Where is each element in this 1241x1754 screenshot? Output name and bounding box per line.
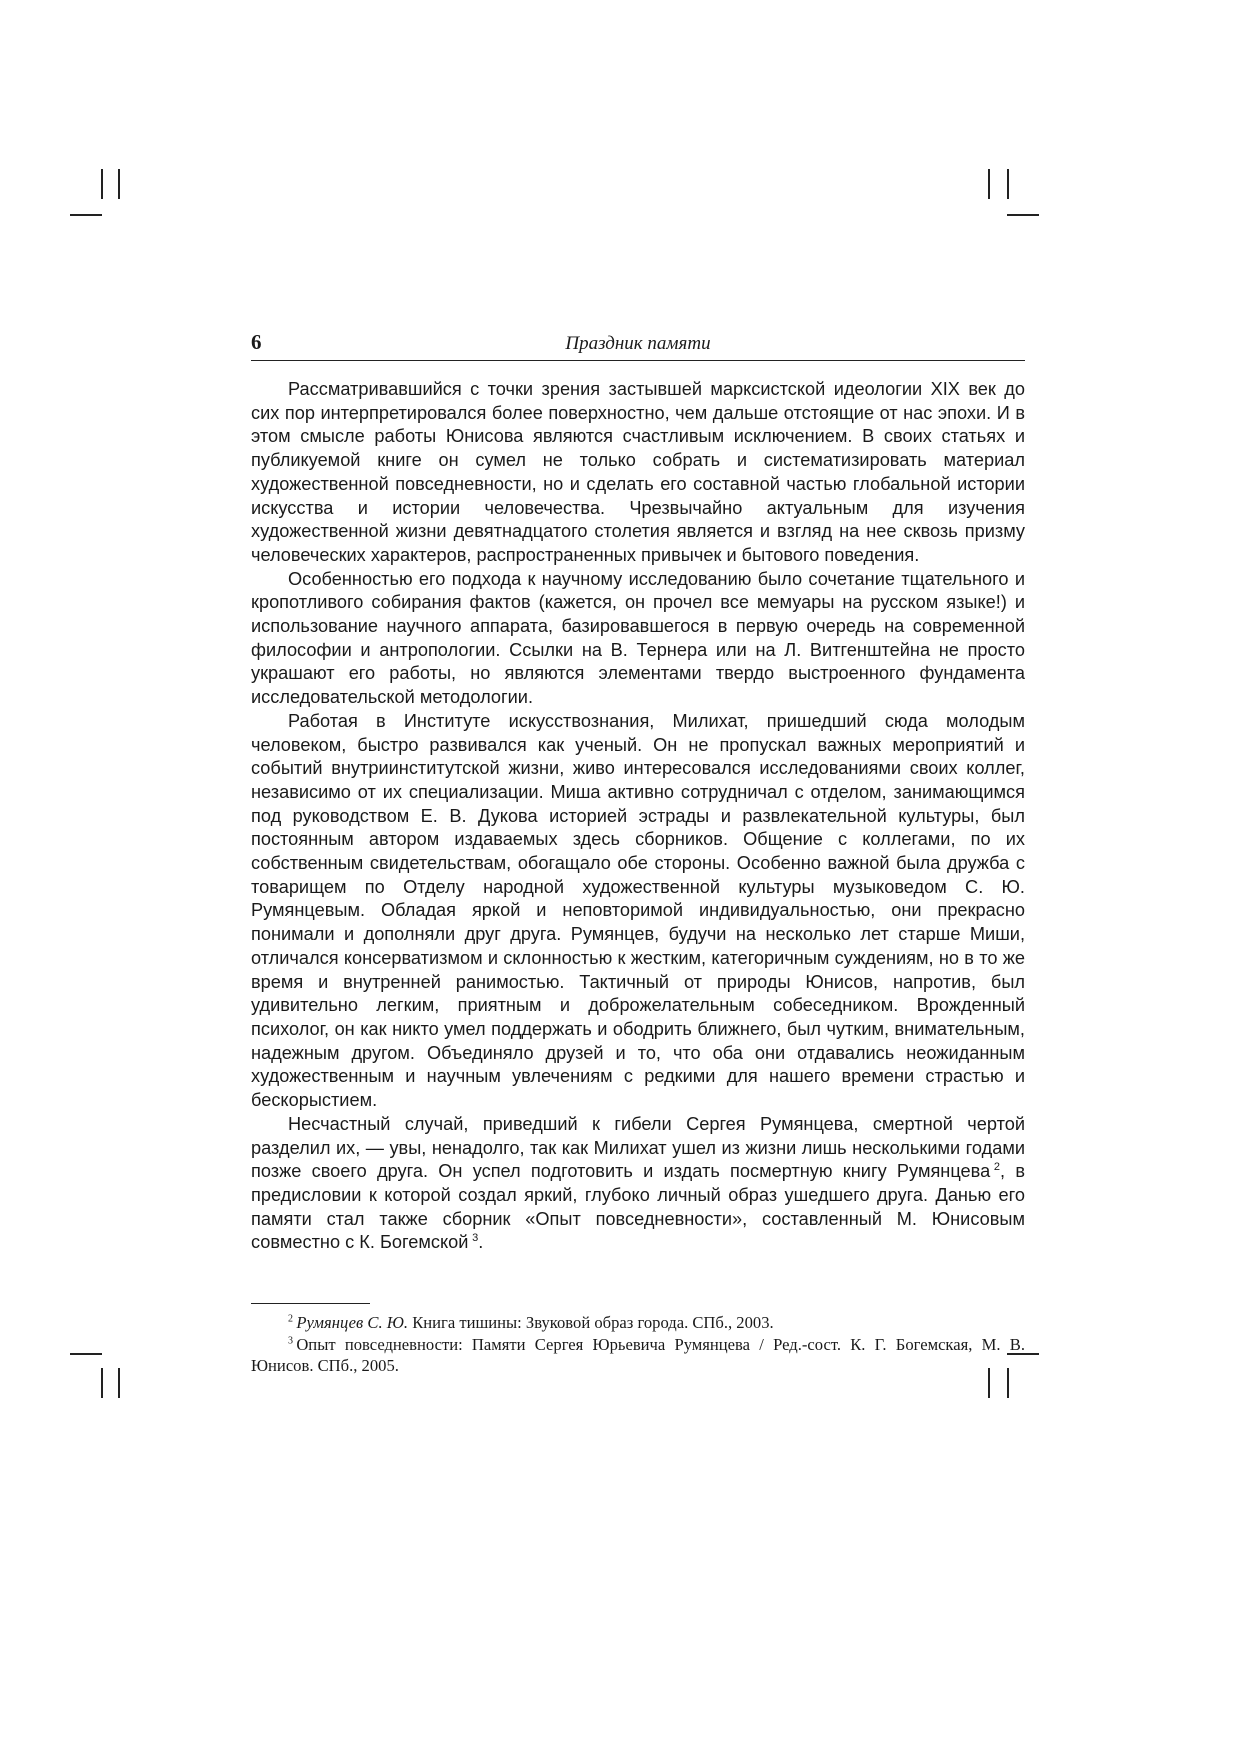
footnote-3 — [251, 1334, 1025, 1377]
running-header — [251, 330, 1025, 361]
footnote-divider — [251, 1303, 370, 1304]
paragraph-2: Особенностью его подхода к научному исследованию было сочетание тщательного и кропотливого собирания фактов (кажется, он прочел все мемуары на русском языке!) и использование научного аппарата, базировавшегося в первую очередь на современной философии и антропологии. Ссылки на В. Тернера или на Л. Витгенштейна не просто украшают его работы, но являются элементами твердо выстроенного фундамента исследовательской методологии. — [251, 568, 1025, 708]
footnote-2-author: Румянцев С. Ю. — [296, 1313, 409, 1332]
footnote-3-mark: 3 — [288, 1334, 293, 1346]
paragraph-4-part-3: . — [478, 1232, 484, 1253]
paragraph-4-part-2: , в предисловии к которой создал яркий, глубоко личный образ ушедшего друга. Данью его памяти стал также сборник «Опыт повседневности», составленный М. Юнисовым совместно с К. Богемской — [251, 1161, 1025, 1253]
footnote-3-text: Опыт повседневности: Памяти Сергея Юрьевича Румянцева / Ред.-сост. К. Г. Богемская, М. В. Юнисов. СПб., 2005. — [251, 1334, 1025, 1375]
footnote-2-mark: 2 — [288, 1313, 293, 1325]
running-title: Праздник памяти — [565, 333, 711, 354]
footnote-ref-3: 3 — [472, 1232, 479, 1245]
paragraph-4-part-1: Несчастный случай, приведший к гибели Сергея Румянцева, смертной чертой разделил их, — увы, ненадолго, так как Милихат ушел из жизни лишь несколькими годами позже своего друга. Он успел подготовить и издать посмертную книгу Румянцева — [251, 1113, 1025, 1182]
footnote-ref-2: 2 — [993, 1161, 1001, 1174]
page-number: 6 — [251, 330, 262, 354]
footnote-2-text: Книга тишины: Звуковой образ города. СПб., 2003. — [412, 1313, 774, 1332]
paragraph-1: Рассматривавшийся с точки зрения застывшей марксистской идеологии XIX век до сих пор интерпретировался более поверхностно, чем дальше отстоящие от нас эпохи. И в этом смысле работы Юнисова являются счастливым исключением. В своих статьях и публикуемой книге он сумел не только собрать и систематизировать материал художественной повседневности, но и сделать его составной частью глобальной истории искусства и истории человечества. Чрезвычайно актуальным для изучения художественной жизни девятнадцатого столетия является и взгляд на нее сквозь призму человеческих характеров, распространенных привычек и бытового поведения. — [251, 379, 1025, 565]
footnotes — [251, 1312, 1025, 1377]
paragraph-3: Работая в Институте искусствознания, Милихат, пришедший сюда молодым человеком, быстро развивался как ученый. Он не пропускал важных мероприятий и событий внутриинститутской жизни, живо интересовался исследованиями своих коллег, независимо от их специализации. Миша активно сотрудничал с отделом, занимающимся под руководством Е. В. Дукова историей эстрады и развлекательной культуры, был постоянным автором издаваемых здесь сборников. Общение с коллегами, по их собственным свидетельствам, обогащало обе стороны. Особенно важной была дружба с товарищем по Отделу народной художественной культуры музыковедом С. Ю. Румянцевым. Обладая яркой и неповторимой индивидуальностью, они прекрасно понимали и дополняли друг друга. Румянцев, будучи на несколько лет старше Миши, отличался консерватизмом и склонностью к жестким, категоричным суждениям, но в то же время и внутренней ранимостью. Тактичный от природы Юнисов, напротив, был удивительно легким, приятным и доброжелательным собеседником. Врожденный психолог, он как никто умел поддержать и ободрить ближнего, был чутким, внимательным, надежным другом. Объединяло друзей и то, что оба они отдавались неожиданным художественным и научным увлечениям с редкими для нашего времени страстью и бескорыстием. — [251, 710, 1025, 1111]
paragraph-4 — [251, 1113, 1025, 1255]
body-text — [251, 378, 1025, 1255]
footnote-2 — [251, 1312, 1025, 1334]
